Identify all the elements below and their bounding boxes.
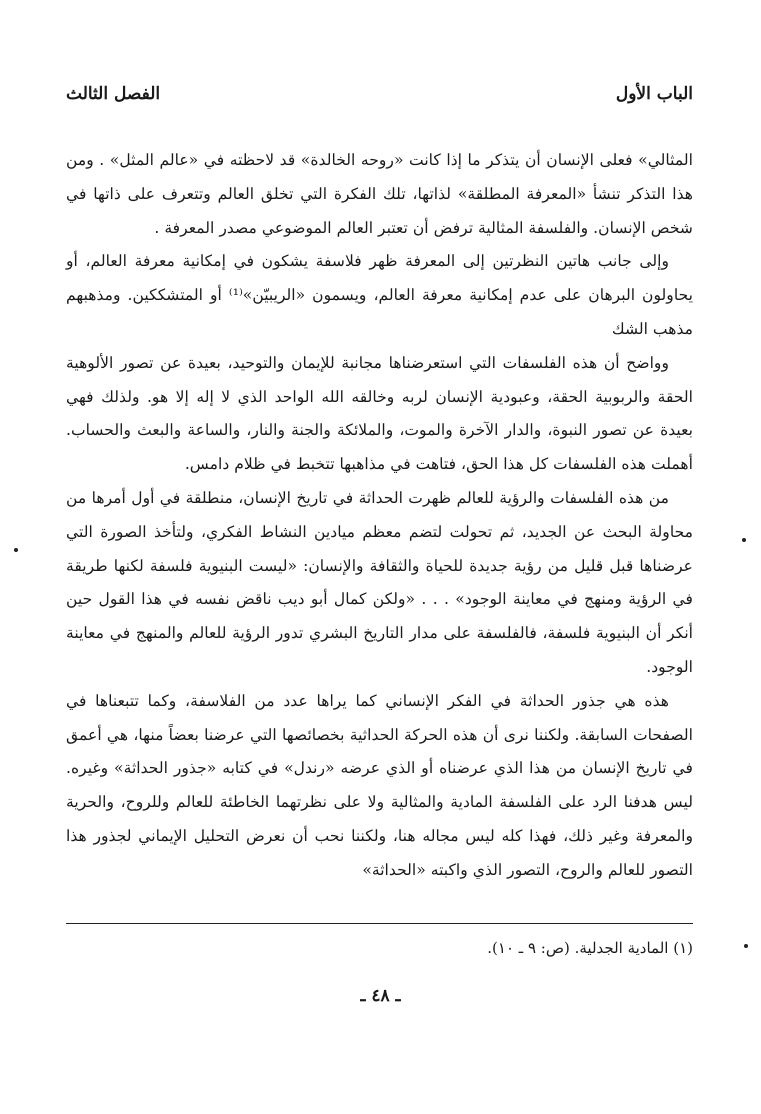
paragraph: هذه هي جذور الحداثة في الفكر الإنساني كما يراها عدد من الفلاسفة، وكما تتبعناها في الصفحات السابقة. ولكننا نرى أن هذه الحركة الحداثية بخصائصها التي عرضنا بعضاً منها، هي أعمق في تاريخ الإنسان من هذا الذي عرضناه أو الذي عرضه «رندل» في كتابه «جذور الحداثة» وغيره. ليس هدفنا الرد على الفلسفة المادية والمثالية ولا على نظرتهما الخاطئة للعالم وللروح، والحرية والمعرفة وغير ذلك، فهذا كله ليس مجاله هنا، ولكننا نحب أن نعرض التحليل الإيماني لجذور هذا التصور للعالم والروح، التصور الذي واكبته «الحداثة» <box>66 691 693 879</box>
paragraph: وواضح أن هذه الفلسفات التي استعرضناها مجانبة للإيمان والتوحيد، بعيدة عن تصور الألوهية الحقة والربوبية الحقة، وعبودية الإنسان لربه وخالقه الله الواحد الذي لا إله إلا هو. ولذلك فهي بعيدة عن تصور النبوة، والدار الآخرة والموت، والملائكة والجنة والنار، والساعة والبعث والحساب. أهملت هذه الفلسفات كل هذا الحق، فتاهت في مذاهبها تتخبط في ظلام دامس. <box>66 353 693 474</box>
paragraph: من هذه الفلسفات والرؤية للعالم ظهرت الحداثة في تاريخ الإنسان، منطلقة في أول أمرها من محاولة البحث عن الجديد، ثم تحولت لتضم معظم ميادين النشاط الفكري، ولتأخذ الصورة التي عرضناها قبل قليل من رؤية جديدة للحياة والثقافة والإنسان: «ليست البنيوية فلسفة لكنها طريقة في الرؤية ومنهج في معاينة الوجود» . . . «ولكن كمال أبو ديب ناقض نفسه في هذا القول حين أنكر أن البنيوية فلسفة، فالفلسفة على مدار التاريخ البشري تدور الرؤية للعالم والمنهج في معاينة الوجود. <box>66 488 693 676</box>
scan-speck <box>742 538 746 542</box>
footnote: (١) المادية الجدلية. (ص: ٩ ـ ١٠). <box>487 939 693 957</box>
header-part-title: الباب الأول <box>615 84 693 104</box>
paragraph: وإلى جانب هاتين النظرتين إلى المعرفة ظهر فلاسفة يشكون في إمكانية معرفة العالم، أو يحاولون البرهان على عدم إمكانية معرفة العالم، ويسمون «الريبيّن»⁽¹⁾ أو المتشككين. ومذهبهم مذهب الشك <box>66 252 693 338</box>
running-header <box>66 84 693 114</box>
footnote-divider <box>66 923 693 924</box>
header-chapter-title: الفصل الثالث <box>66 84 161 104</box>
paragraph: المثالي» فعلى الإنسان أن يتذكر ما إذا كانت «روحه الخالدة» قد لاحظته في «عالم المثل» . ومن هذا التذكر تنشأ «المعرفة المطلقة» لذاتها، تلك الفكرة التي تخلق العالم وتتعرف على ذاتها في شخص الإنسان. والفلسفة المثالية ترفض أن تعتبر العالم الموضوعي مصدر المعرفة . <box>66 151 693 237</box>
scan-speck <box>744 944 748 948</box>
scan-speck <box>14 548 18 552</box>
body-text <box>66 144 693 888</box>
page-number: ـ ٤٨ ـ <box>360 986 401 1006</box>
